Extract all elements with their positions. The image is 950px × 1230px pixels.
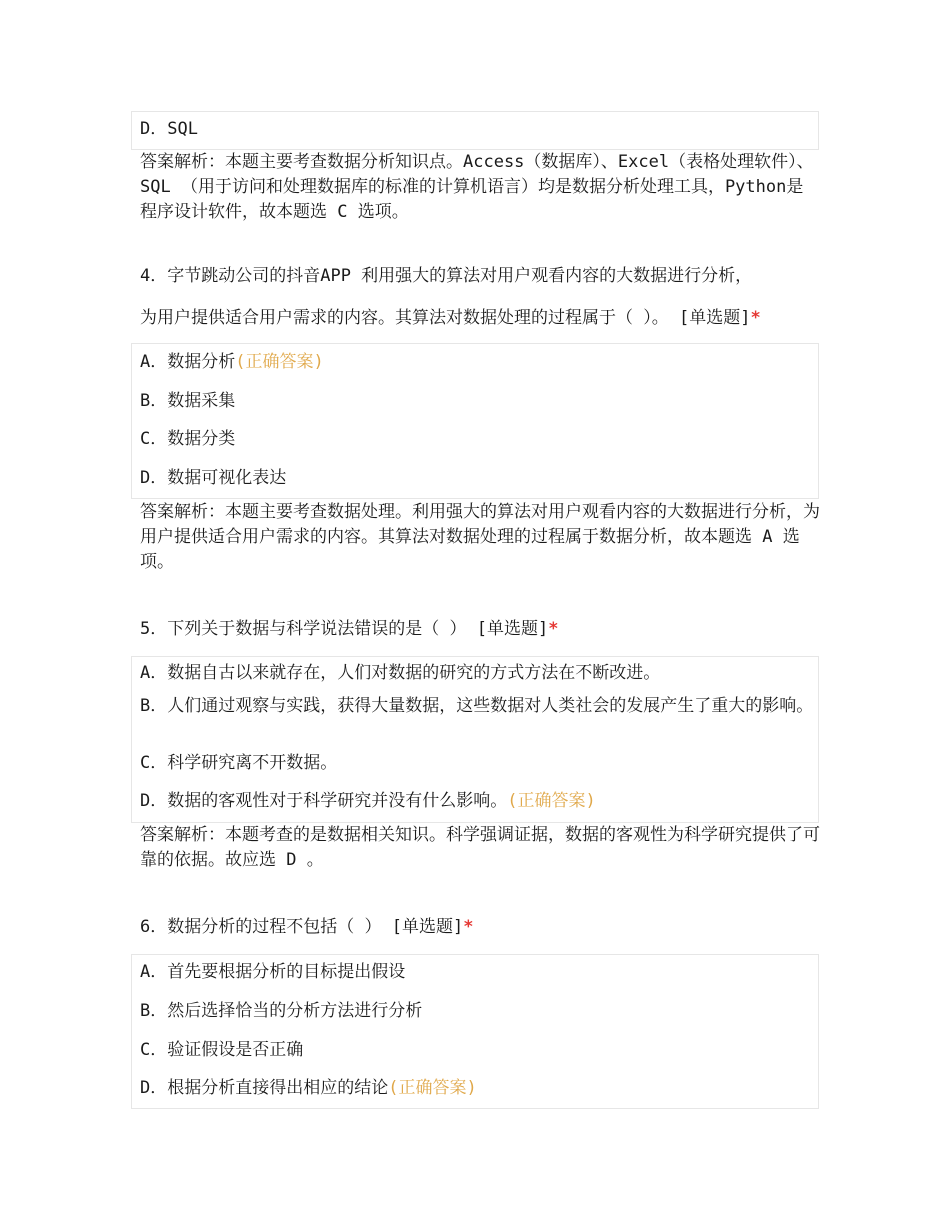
q5-option-d-label: D．数据的客观性对于科学研究并没有什么影响。 (140, 791, 508, 811)
correct-answer-tag: (正确答案) (388, 1078, 477, 1098)
correct-answer-tag: (正确答案) (507, 791, 596, 811)
q6-option-d-label: D．根据分析直接得出相应的结论 (140, 1078, 389, 1098)
q4-option-c[interactable]: C．数据分类 (140, 429, 236, 449)
q5-title (140, 617, 830, 641)
q3-option-d[interactable]: D．SQL (140, 119, 198, 139)
q5-option-d[interactable] (140, 789, 596, 813)
q4-title (140, 264, 830, 330)
q3-explanation: 答案解析：本题主要考查数据分析知识点。Access（数据库）、Excel（表格处理软件）、SQL （用于访问和处理数据库的标准的计算机语言）均是数据分析处理工具，Python是程序设计软件，故本题选 C 选项。 (140, 152, 814, 222)
q6-option-b[interactable]: B．然后选择恰当的分析方法进行分析 (140, 1001, 423, 1021)
q6-title (140, 915, 830, 939)
q6-option-c[interactable]: C．验证假设是否正确 (140, 1040, 304, 1060)
q5-title-text: 5．下列关于数据与科学说法错误的是（ ） [单选题] (140, 619, 549, 639)
q6-option-a[interactable]: A．首先要根据分析的目标提出假设 (140, 962, 406, 982)
q4-option-b[interactable]: B．数据采集 (140, 391, 236, 411)
q5-explanation: 答案解析：本题考查的是数据相关知识。科学强调证据，数据的客观性为科学研究提供了可靠的依据。故应选 D 。 (140, 825, 820, 870)
q4-option-d[interactable]: D．数据可视化表达 (140, 468, 287, 488)
required-mark: * (463, 917, 474, 937)
q5-option-b[interactable]: B．人们通过观察与实践，获得大量数据，这些数据对人类社会的发展产生了重大的影响。 (140, 696, 814, 716)
q5-option-a[interactable]: A．数据自古以来就存在，人们对数据的研究的方式方法在不断改进。 (140, 663, 661, 683)
q4-explanation: 答案解析：本题主要考查数据处理。利用强大的算法对用户观看内容的大数据进行分析，为用户提供适合用户需求的内容。其算法对数据处理的过程属于数据分析，故本题选 A 选项。 (140, 502, 820, 572)
q6-option-d[interactable] (140, 1076, 477, 1100)
q4-option-a[interactable] (140, 350, 324, 374)
q4-title-line2 (140, 306, 830, 330)
q6-title-text: 6．数据分析的过程不包括（ ） [单选题] (140, 917, 464, 937)
q3-options-box (131, 111, 819, 150)
correct-answer-tag: (正确答案) (235, 352, 324, 372)
required-mark: * (548, 619, 559, 639)
q4-title-line2-text: 为用户提供适合用户需求的内容。其算法对数据处理的过程属于（ ）。 [单选题] (140, 308, 751, 328)
q4-title-line1: 4．字节跳动公司的抖音APP 利用强大的算法对用户观看内容的大数据进行分析， (140, 266, 753, 286)
q4-option-a-label: A．数据分析 (140, 352, 236, 372)
required-mark: * (750, 308, 761, 328)
q5-option-c[interactable]: C．科学研究离不开数据。 (140, 753, 338, 773)
